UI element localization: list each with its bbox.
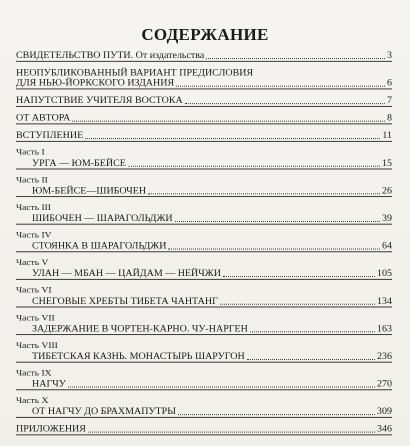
toc-entry [16,339,392,363]
toc-entry [16,422,392,436]
dot-leader [88,432,375,433]
dot-leader [68,387,375,388]
dot-leader [185,103,385,104]
toc-entry-title: ОТ АВТОРА [16,113,71,124]
toc-entry [16,48,392,62]
toc-entry-title: ШИБОЧЕН — ШАРАГОЛЬДЖИ [32,213,173,224]
toc-entry-title: НАГЧУ [32,379,66,390]
dot-leader [128,166,380,167]
toc-page-number: 3 [387,50,392,61]
toc-page-number: 270 [377,379,392,390]
toc-part-label: Часть X [16,396,49,406]
toc-entry-title: ОТ НАГЧУ ДО БРАХМАПУТРЫ [32,406,176,417]
toc-entry-title: УРГА — ЮМ-БЕЙСЕ [32,158,126,169]
toc-page-number: 11 [382,130,392,141]
toc-entry-title: НЕОПУБЛИКОВАННЫЙ ВАРИАНТ ПРЕДИСЛОВИЯ [16,68,254,79]
toc-page-number: 15 [382,158,392,169]
toc-entry [16,284,392,308]
toc-part-label: Часть II [16,175,48,186]
toc-page-number: 26 [382,186,392,197]
dot-leader [175,221,380,222]
toc-entry [16,201,392,225]
toc-part-label: Часть IV [16,231,52,241]
dot-leader [206,58,385,59]
toc-page-number: 346 [377,424,392,435]
toc-part-label: Часть I [16,148,45,158]
dot-leader [176,86,385,87]
toc-entry [16,128,392,142]
toc-entry [16,146,392,170]
toc-entry-title: УЛАН — МБАН — ЦАЙДАМ — НЕЙЧЖИ [32,268,221,279]
toc-entry-title: СТОЯНКА В ШАРАГОЛЬДЖИ [32,241,167,252]
toc-page-number: 7 [387,95,392,106]
toc-entry-title: ДЛЯ НЬЮ-ЙОРКСКОГО ИЗДАНИЯ [16,78,175,89]
toc-page-number: 163 [377,324,392,335]
toc-entry-title: ЮМ-БЕЙСЕ—ШИБОЧЕН [32,186,147,197]
toc-entry [16,228,392,252]
dot-leader [223,276,375,277]
toc-entry-title: НАПУТСТВИЕ УЧИТЕЛЯ ВОСТОКА [16,95,183,106]
toc-page-number: 6 [387,78,392,89]
dot-leader [168,249,380,250]
toc-page-number: 64 [382,241,392,252]
toc-entry [16,394,392,418]
toc-part-label: Часть VII [16,313,55,324]
dot-leader [148,193,380,194]
dot-leader [72,121,385,122]
toc-entry [16,311,392,335]
dot-leader [250,331,375,332]
toc-entry [16,256,392,280]
toc-part-label: Часть V [16,258,49,268]
toc-page-number: 134 [377,296,392,307]
toc-entry [16,65,392,89]
toc-part-label: Часть IX [16,369,52,379]
dot-leader [178,414,375,415]
toc-entry [16,173,392,197]
toc-entry [16,111,392,125]
toc-page-number: 39 [382,213,392,224]
toc-part-label: Часть III [16,203,51,213]
toc-entry-title: ТИБЕТСКАЯ КАЗНЬ. МОНАСТЫРЬ ШАРУГОН [32,351,245,362]
dot-leader [220,304,375,305]
toc-entry-title: ВСТУПЛЕНИЕ [16,130,84,141]
toc-part-label: Часть VIII [16,341,58,351]
page-title: СОДЕРЖАНИЕ [141,25,269,44]
toc-entry [16,366,392,390]
toc-entry-title: СВИДЕТЕЛЬСТВО ПУТИ. От издательства [16,50,205,61]
toc-page-number: 236 [377,351,392,362]
dot-leader [85,138,380,139]
toc-part-label: Часть VI [16,286,52,296]
toc-entry [16,93,392,107]
toc-page-number: 309 [377,406,392,417]
toc-entry-title: ЗАДЕРЖАНИЕ В ЧОРТЕН-КАРНО. ЧУ-НАРГЕН [32,324,248,335]
toc-entry-title: СНЕГОВЫЕ ХРЕБТЫ ТИБЕТА ЧАНТАНГ [32,296,218,307]
toc-entry-title: ПРИЛОЖЕНИЯ [16,424,86,435]
dot-leader [247,359,375,360]
toc-page-number: 105 [377,268,392,279]
table-of-contents [16,48,392,439]
toc-page-number: 8 [387,113,392,124]
